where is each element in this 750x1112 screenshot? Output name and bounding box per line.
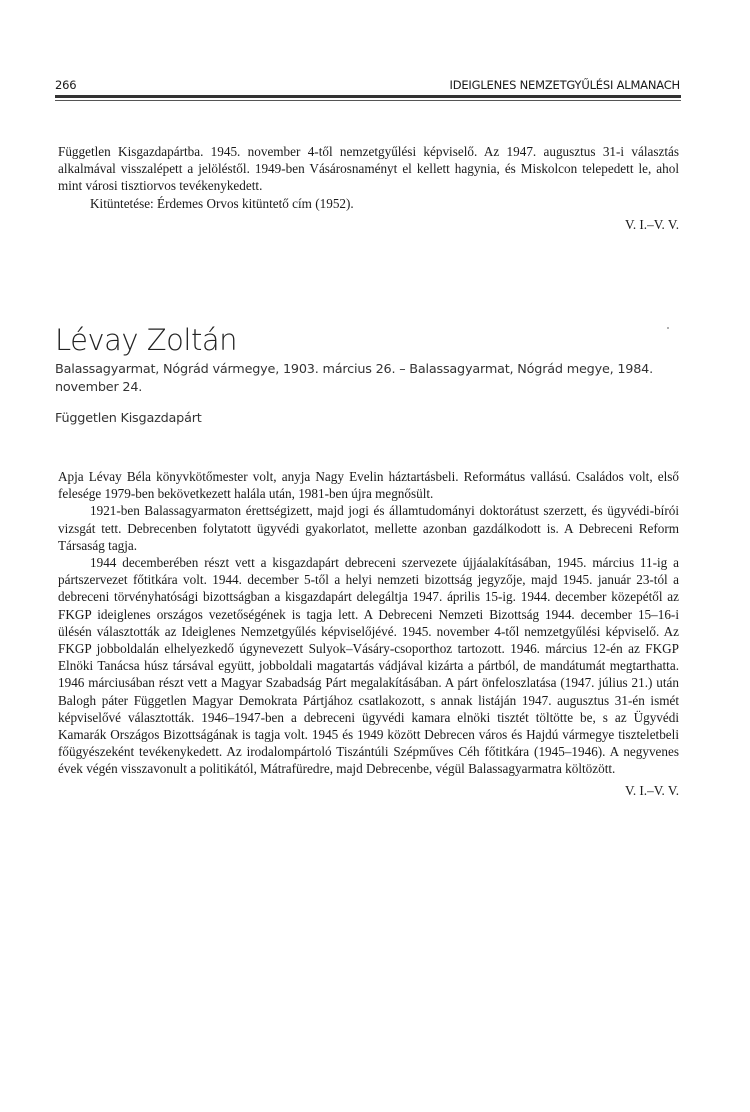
running-title: IDEIGLENES NEMZETGYŰLÉSI ALMANACH — [449, 78, 680, 92]
header-rule-thick — [55, 95, 681, 98]
previous-entry-award: Kitüntetése: Érdemes Orvos kitüntető cím (1952). — [90, 195, 354, 211]
entry-party: Független Kisgazdapárt — [55, 411, 202, 426]
bio-paragraph-family: Apja Lévay Béla könyvkötőmester volt, anyja Nagy Evelin háztartásbeli. Református vallású. Családos volt, első felesége 1979-ben bekövetkezett halála után, 1981-ben újra megnősült. — [58, 469, 679, 502]
bio-paragraph-career: 1944 decemberében részt vett a kisgazdapárt debreceni szervezete újjáalakításában, 1945. március 11-ig a pártszervezet főtitkára volt. 1944. december 5-től a helyi nemzeti bizottság jegyzője, majd 1945. január 23-tól a debreceni törvényhatósági bizottságban a kisgazdapárt delegáltja 1947. április 15-ig. 1944. december közepétől az FKGP ideiglenes országos vezetőségének is tagja lett. A Debreceni Nemzeti Bizottság 1944. december 15–16-i ülésén választották az Ideiglenes Nemzetgyűlés képviselőjévé. 1945. november 4-től nemzetgyűlési képviselő. Az FKGP jobboldalán elhelyezkedő úgynevezett Sulyok–Vásáry-csoporthoz tartozott. 1946. március 12-én az FKGP Elnöki Tanácsa húsz társával együtt, jobboldali magatartás vádjával kizárta a pártból, de mandátumát megtarthatta. 1946 márciusában részt vett a Magyar Szabadság Párt megalakításában. A párt önfeloszlatása (1947. július 21.) után Balogh páter Független Magyar Demokrata Pártjához csatlakozott, s annak listáján 1947. augusztus 31-én ismét képviselővé választották. 1946–1947-ben a debreceni ügyvédi kamara elnöki tisztét töltötte be, s az Ügyvédi Kamarák Országos Bizottságának is tagja volt. 1945 és 1949 között Debrecen város és Hajdú vármegye tiszteletbeli főügyészeként tevékenykedett. Az irodalompártoló Tiszántúli Szépműves Céh főtitkára (1945–1946). A negyvenes évek végén visszavonult a politikától, Mátrafüredre, majd Debrecenbe, végül Balassagyarmatra költözött. — [58, 555, 679, 777]
header-rule-thin — [55, 100, 681, 101]
previous-entry-signature: V. I.–V. V. — [625, 216, 679, 232]
previous-entry-paragraph: Független Kisgazdapártba. 1945. november 4-től nemzetgyűlési képviselő. Az 1947. augusztus 31-i választás alkalmával visszalépett a jelöléstől. 1949-ben Vásárosnaményt el kellett hagynia, és Miskolcon telepedett le, ahol mint városi tisztiorvos tevékenykedett. — [58, 144, 679, 194]
scan-speck — [667, 327, 669, 329]
running-header — [55, 76, 680, 96]
bio-paragraph-education: 1921-ben Balassagyarmaton érettségizett, majd jogi és államtudományi doktorátust szerzett, és ügyvédi-bírói vizsgát tett. Debrecenben folytatott ügyvédi gyakorlatot, mellette azonban gazdálkodott is. A Debreceni Reform Társaság tagja. — [58, 503, 679, 553]
page-number: 266 — [55, 78, 77, 92]
entry-name-heading: Lévay Zoltán — [55, 323, 237, 357]
previous-entry-continuation — [58, 143, 679, 233]
entry-biography — [58, 468, 679, 799]
entry-signature: V. I.–V. V. — [625, 782, 679, 798]
entry-birth-death: Balassagyarmat, Nógrád vármegye, 1903. március 26. – Balassagyarmat, Nógrád megye, 1984. november 24. — [55, 362, 653, 395]
